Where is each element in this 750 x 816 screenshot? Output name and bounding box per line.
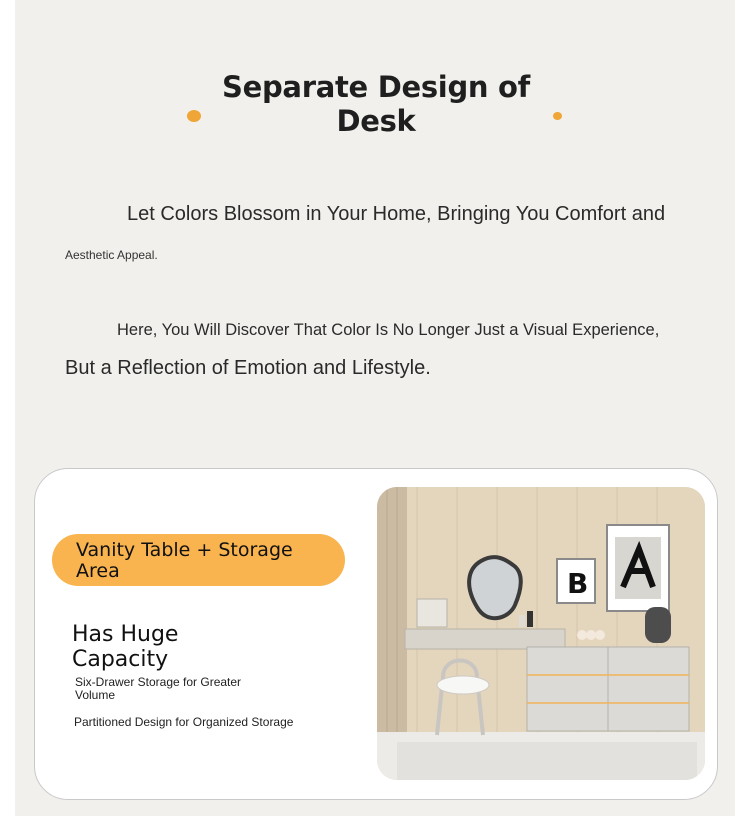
feature-item-drawers: Six-Drawer Storage for Greater Volume xyxy=(75,675,242,702)
vanity-table-photo xyxy=(377,487,705,780)
title-block xyxy=(185,52,567,138)
tagline-line-1-continued: Aesthetic Appeal. xyxy=(65,248,158,262)
art-print-letter: B xyxy=(567,567,589,600)
vanity-illustration xyxy=(377,487,705,780)
feature-card xyxy=(34,468,718,800)
feature-badge-label: Vanity Table + Storage Area xyxy=(76,539,293,582)
tagline-line-1: Let Colors Blossom in Your Home, Bringing You Comfort and xyxy=(127,203,666,225)
feature-item-partitioned: Partitioned Design for Organized Storage xyxy=(74,715,294,729)
accent-dot-left xyxy=(187,110,201,122)
tagline-line-2-continued: But a Reflection of Emotion and Lifestyle. xyxy=(65,357,431,379)
accent-dot-right xyxy=(553,112,562,120)
capacity-heading: Has Huge Capacity xyxy=(72,622,179,672)
page-title: Separate Design of Desk xyxy=(222,70,530,138)
feature-badge xyxy=(52,534,345,586)
page-background xyxy=(15,0,735,816)
tagline-line-2: Here, You Will Discover That Color Is No Longer Just a Visual Experience, xyxy=(117,321,660,339)
